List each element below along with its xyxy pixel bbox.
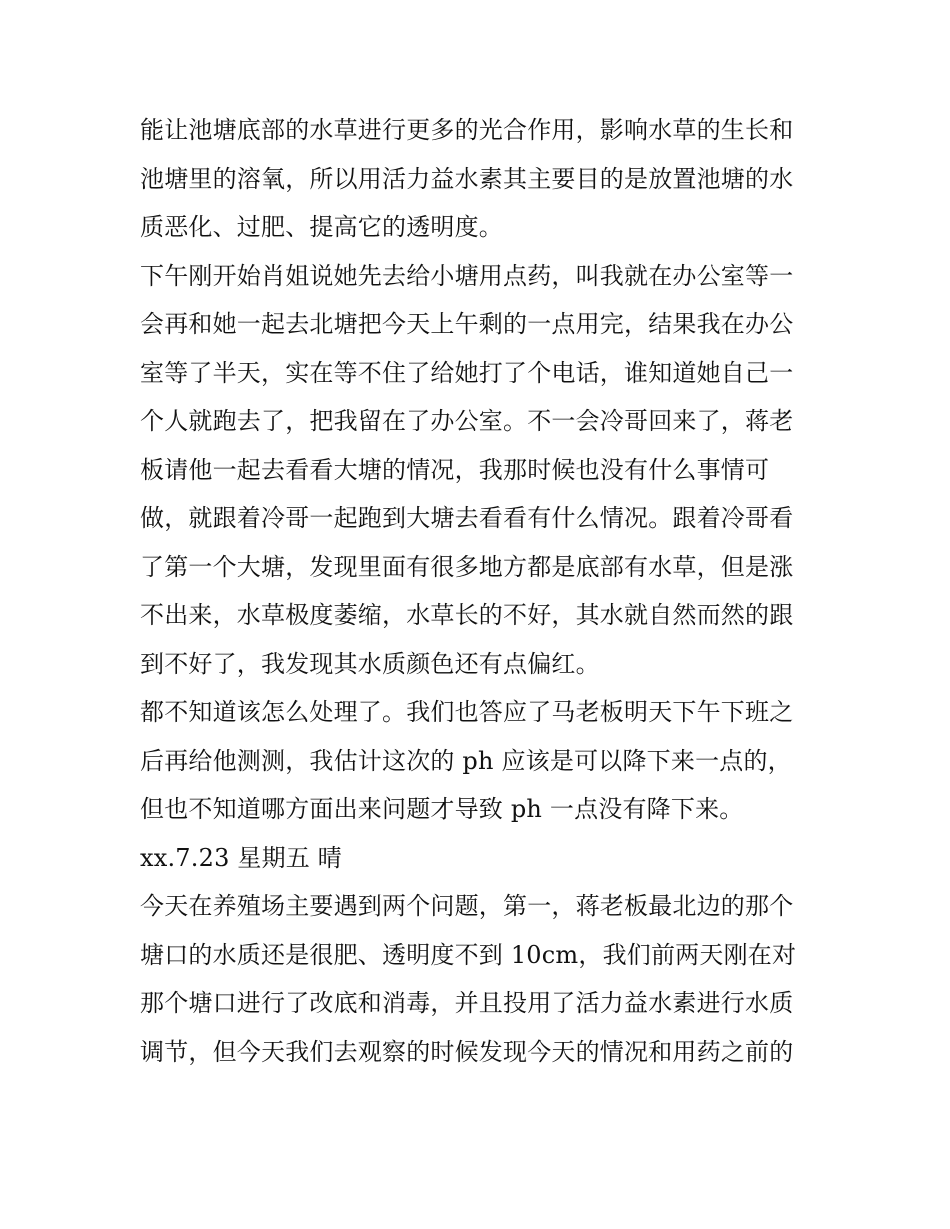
text-line: 质恶化、过肥、提高它的透明度。 (140, 213, 503, 241)
text-line: 但也不知道哪方面出来问题才导致 ph 一点没有降下来。 (140, 795, 744, 823)
text-line: 都不知道该怎么处理了。我们也答应了马老板明天下午下班之 (140, 698, 794, 726)
text-line: 今天在养殖场主要遇到两个问题，第一，蒋老板最北边的那个 (140, 892, 794, 920)
text-line: 个人就跑去了，把我留在了办公室。不一会冷哥回来了，蒋老 (140, 407, 794, 435)
date-heading: xx.7.23 星期五 晴 (140, 843, 342, 872)
text-line: 会再和她一起去北塘把今天上午剩的一点用完，结果我在办公 (140, 310, 794, 338)
text-line: 做，就跟着冷哥一起跑到大塘去看看有什么情况。跟着冷哥看 (140, 504, 794, 532)
text-line: 不出来，水草极度萎缩，水草长的不好，其水就自然而然的跟 (140, 601, 794, 629)
text-line: 后再给他测测，我估计这次的 ph 应该是可以降下来一点的， (140, 746, 792, 775)
text-line: 下午刚开始肖姐说她先去给小塘用点药，叫我就在办公室等一 (140, 261, 794, 290)
text-line: 能让池塘底部的水草进行更多的光合作用，影响水草的生长和 (140, 116, 794, 144)
text-line: 调节，但今天我们去观察的时候发现今天的情况和用药之前的 (140, 1037, 794, 1066)
text-line: 了第一个大塘，发现里面有很多地方都是底部有水草，但是涨 (140, 552, 794, 581)
text-line: 塘口的水质还是很肥、透明度不到 10cm，我们前两天刚在对 (140, 940, 797, 969)
text-line: 板请他一起去看看大塘的情况，我那时候也没有什么事情可 (140, 455, 770, 484)
text-line: 到不好了，我发现其水质颜色还有点偏红。 (140, 649, 600, 678)
document-body (140, 106, 820, 1076)
text-line: 那个塘口进行了改底和消毒，并且投用了活力益水素进行水质 (140, 989, 794, 1017)
text-line: 室等了半天，实在等不住了给她打了个电话，谁知道她自己一 (140, 358, 794, 387)
text-line: 池塘里的溶氧，所以用活力益水素其主要目的是放置池塘的水 (140, 164, 794, 193)
